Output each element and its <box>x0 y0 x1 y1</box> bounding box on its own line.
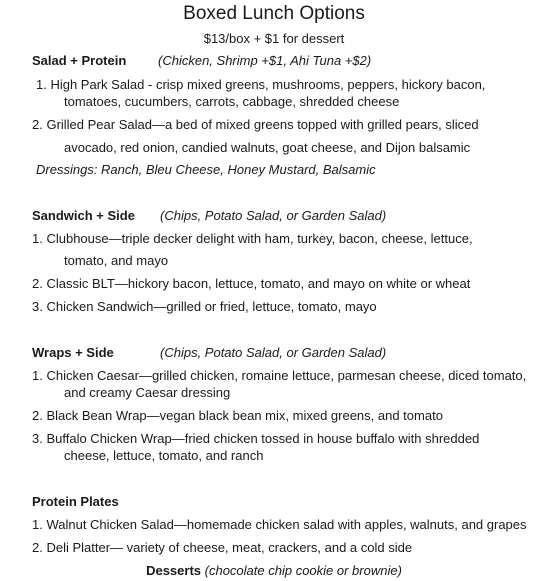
salad-section-heading <box>32 53 372 69</box>
desserts-line <box>0 563 548 579</box>
sandwich-item-2: 2. Classic BLT—hickory bacon, lettuce, tomato, and mayo on white or wheat <box>32 276 471 291</box>
sandwich-section-heading <box>32 208 387 224</box>
sandwich-header: Sandwich + Side <box>32 208 135 223</box>
protein-item-2: 2. Deli Platter— variety of cheese, meat, crackers, and a cold side <box>32 540 413 555</box>
price-line: $13/box + $1 for dessert <box>203 31 345 46</box>
protein-item-1: 1. Walnut Chicken Salad—homemade chicken salad with apples, walnuts, and grapes <box>32 517 527 532</box>
wraps-item-3-line-2: cheese, lettuce, tomato, and ranch <box>64 448 264 463</box>
desserts-note: (chocolate chip cookie or brownie) <box>204 563 402 578</box>
salad-item-2-line-1: 2. Grilled Pear Salad—a bed of mixed greens topped with grilled pears, sliced <box>32 117 479 132</box>
wraps-header: Wraps + Side <box>32 345 114 360</box>
menu-title: Boxed Lunch Options <box>183 3 365 24</box>
wraps-note: (Chips, Potato Salad, or Garden Salad) <box>160 345 387 360</box>
wraps-item-2: 2. Black Bean Wrap—vegan black bean mix, mixed greens, and tomato <box>32 408 443 423</box>
sandwich-note: (Chips, Potato Salad, or Garden Salad) <box>160 208 387 223</box>
desserts-label: Desserts <box>146 563 202 578</box>
protein-header: Protein Plates <box>32 494 119 509</box>
sandwich-item-1-line-2: tomato, and mayo <box>64 253 169 268</box>
wraps-item-3-line-1: 3. Buffalo Chicken Wrap—fried chicken tossed in house buffalo with shredded <box>32 431 480 446</box>
salad-header: Salad + Protein <box>32 53 127 68</box>
salad-item-1-line-2: tomatoes, cucumbers, carrots, cabbage, shredded cheese <box>64 94 400 109</box>
wraps-item-1-line-2: and creamy Caesar dressing <box>64 385 231 400</box>
wraps-item-1-line-1: 1. Chicken Caesar—grilled chicken, romaine lettuce, parmesan cheese, diced tomato, <box>32 368 527 383</box>
sandwich-item-1-line-1: 1. Clubhouse—triple decker delight with ham, turkey, bacon, cheese, lettuce, <box>32 231 473 246</box>
sandwich-item-3: 3. Chicken Sandwich—grilled or fried, lettuce, tomato, mayo <box>32 299 377 314</box>
wraps-section-heading <box>32 345 387 361</box>
salad-item-1-line-1: 1. High Park Salad - crisp mixed greens, mushrooms, peppers, hickory bacon, <box>36 77 486 92</box>
salad-item-2-line-2: avocado, red onion, candied walnuts, goat cheese, and Dijon balsamic <box>64 140 471 155</box>
dressings-line: Dressings: Ranch, Bleu Cheese, Honey Mustard, Balsamic <box>36 162 376 177</box>
salad-note: (Chicken, Shrimp +$1, Ahi Tuna +$2) <box>158 53 372 68</box>
